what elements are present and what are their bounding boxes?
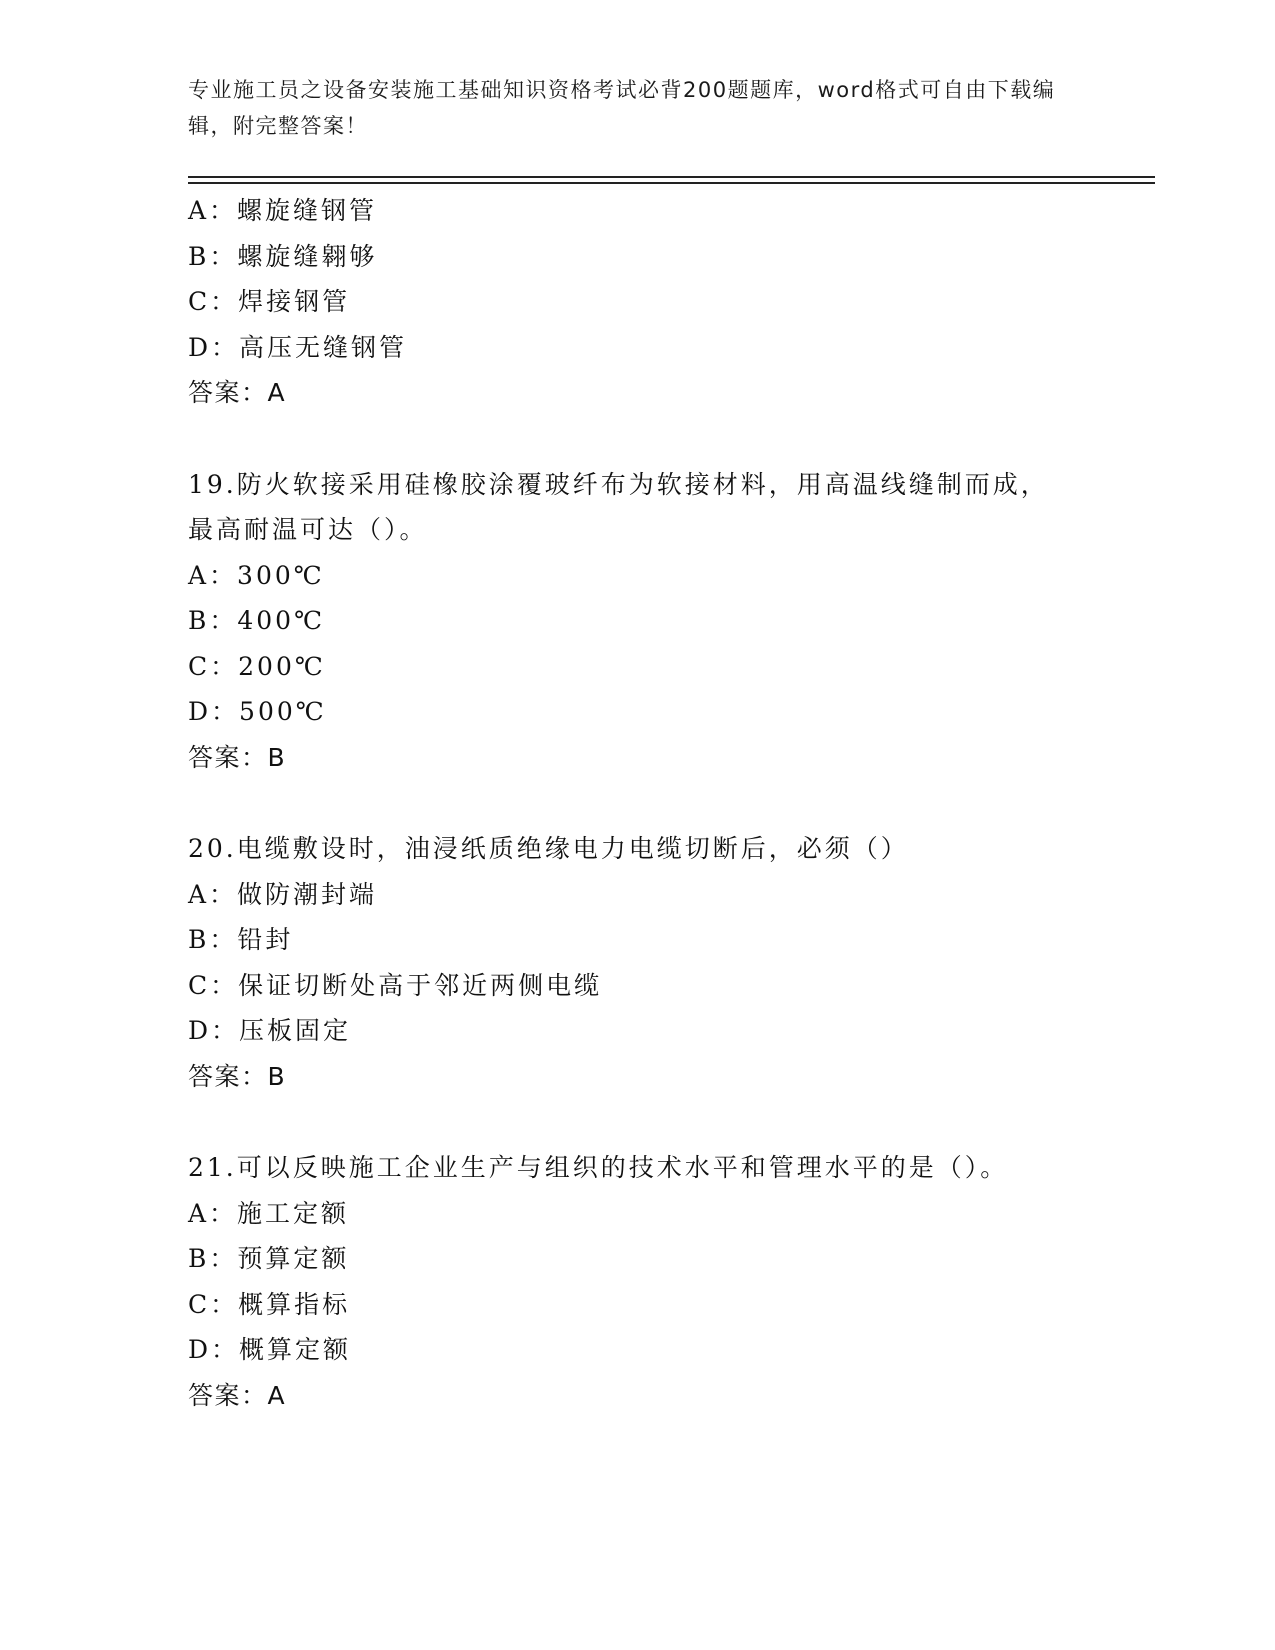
option-b: B：螺旋缝翱够	[188, 241, 378, 271]
spacer	[188, 1099, 1088, 1145]
option-c: C：保证切断处高于邻近两侧电缆	[188, 970, 603, 1000]
option-d: D：高压无缝钢管	[188, 332, 408, 362]
option-b: B：预算定额	[188, 1244, 350, 1273]
option-a: A：做防潮封端	[188, 879, 378, 909]
option-d: D：压板固定	[188, 1016, 352, 1045]
header-divider-bottom	[188, 182, 1155, 184]
option-c: C：焊接钢管	[188, 287, 351, 316]
answer: 答案：B	[188, 742, 287, 772]
spacer	[188, 780, 1088, 826]
option-c: C：概算指标	[188, 1289, 351, 1319]
option-b: B：铅封	[188, 925, 294, 954]
option-d: D：概算定额	[188, 1335, 352, 1364]
question-text-line-1: 19.防火软接采用硅橡胶涂覆玻纤布为软接材料，用高温线缝制而成，	[188, 469, 1049, 499]
option-a: A：螺旋缝钢管	[188, 196, 378, 225]
question-18	[188, 188, 1088, 416]
question-text-line-2: 最高耐温可达（）。	[188, 515, 428, 544]
document-header: 专业施工员之设备安装施工基础知识资格考试必背200题题库，word格式可自由下载编辑，附完整答案！	[188, 78, 1056, 138]
spacer	[188, 416, 1088, 462]
option-a: A：300℃	[188, 560, 325, 590]
header-divider-top	[188, 176, 1155, 178]
answer: 答案：A	[188, 378, 287, 407]
option-b: B：400℃	[188, 606, 326, 635]
option-d: D：500℃	[188, 697, 327, 726]
option-a: A：施工定额	[188, 1198, 350, 1228]
question-19	[188, 462, 1088, 781]
question-20	[188, 826, 1088, 1099]
question-text: 21.可以反映施工企业生产与组织的技术水平和管理水平的是（）。	[188, 1153, 1009, 1182]
question-list	[188, 188, 1088, 1418]
question-text: 20.电缆敷设时，油浸纸质绝缘电力电缆切断后，必须（）	[188, 834, 909, 863]
option-c: C：200℃	[188, 651, 326, 681]
question-21	[188, 1145, 1088, 1418]
answer: 答案：A	[188, 1380, 287, 1410]
answer: 答案：B	[188, 1061, 287, 1091]
